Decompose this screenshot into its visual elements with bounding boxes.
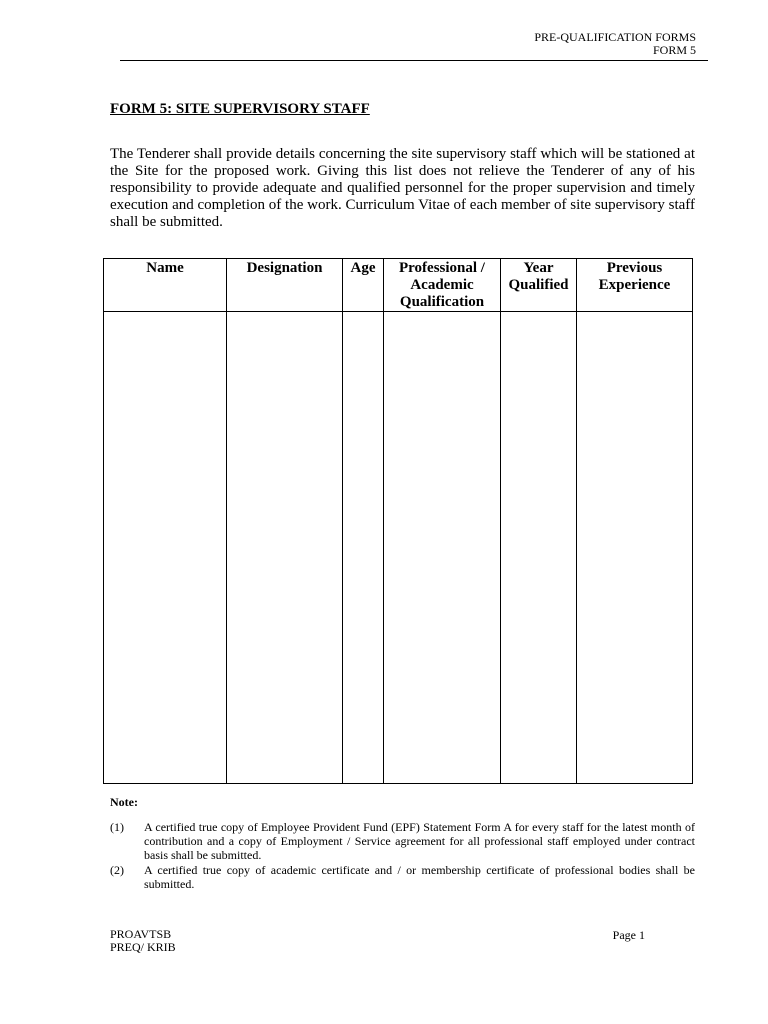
age-cell[interactable] bbox=[343, 312, 384, 784]
column-header-previous-experience: Previous Experience bbox=[577, 259, 693, 312]
header-form-type: PRE-QUALIFICATION FORMS bbox=[534, 30, 696, 44]
note-number: (2) bbox=[110, 863, 124, 877]
footer-reference-code: PREQ/ KRIB bbox=[110, 940, 176, 954]
table-header-row bbox=[104, 259, 693, 312]
footer-codes bbox=[110, 928, 176, 954]
column-header-qualification: Professional / Academic Qualification bbox=[384, 259, 501, 312]
year-qualified-cell[interactable] bbox=[501, 312, 577, 784]
qualification-cell[interactable] bbox=[384, 312, 501, 784]
name-cell[interactable] bbox=[104, 312, 227, 784]
designation-cell[interactable] bbox=[227, 312, 343, 784]
column-header-name: Name bbox=[104, 259, 227, 312]
note-text: A certified true copy of Employee Provident Fund (EPF) Statement Form A for every staff for the latest month of contribution and a copy of Employment / Service agreement for all professional staff employed under contract basis shall be submitted. bbox=[144, 820, 695, 862]
previous-experience-cell[interactable] bbox=[577, 312, 693, 784]
note-item bbox=[110, 820, 695, 862]
note-item bbox=[110, 863, 695, 891]
column-header-age: Age bbox=[343, 259, 384, 312]
footer-company-code: PROAVTSB bbox=[110, 927, 172, 941]
note-label: Note: bbox=[110, 795, 138, 809]
header-divider bbox=[120, 60, 708, 61]
intro-paragraph: The Tenderer shall provide details concerning the site supervisory staff which will be stationed at the Site for the proposed work. Giving this list does not relieve the Tenderer of any of his responsibility to provide adequate and qualified personnel for the proper supervision and timely execution and completion of the work. Curriculum Vitae of each member of site supervisory staff shall be submitted. bbox=[110, 146, 695, 230]
form-title: FORM 5: SITE SUPERVISORY STAFF bbox=[110, 101, 370, 117]
note-number: (1) bbox=[110, 820, 124, 834]
column-header-designation: Designation bbox=[227, 259, 343, 312]
header-form-number: FORM 5 bbox=[652, 43, 696, 57]
note-text: A certified true copy of academic certificate and / or membership certificate of professional bodies shall be submitted. bbox=[144, 863, 695, 891]
page-number: Page 1 bbox=[612, 928, 645, 942]
table-row bbox=[104, 312, 693, 784]
column-header-year-qualified: Year Qualified bbox=[501, 259, 577, 312]
notes-list bbox=[110, 820, 695, 892]
page-header bbox=[534, 31, 696, 57]
staff-table bbox=[103, 258, 693, 784]
